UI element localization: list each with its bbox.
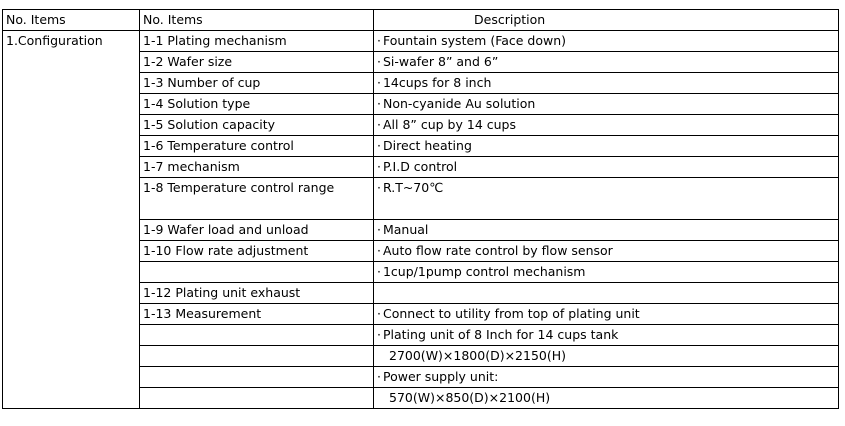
item-cell <box>140 388 374 409</box>
description-cell <box>374 94 839 115</box>
description-text: · P.I.D control <box>377 159 457 174</box>
description-cell <box>374 241 839 262</box>
item-cell: 1-8 Temperature control range <box>140 178 374 220</box>
item-cell <box>140 325 374 346</box>
header-col1: No. Items <box>3 10 140 31</box>
description-text: · Fountain system (Face down) <box>377 33 566 48</box>
section-cell: 1.Configuration <box>3 31 140 409</box>
item-cell: 1-10 Flow rate adjustment <box>140 241 374 262</box>
item-cell: 1-4 Solution type <box>140 94 374 115</box>
item-cell: 1-7 mechanism <box>140 157 374 178</box>
description-text: · Plating unit of 8 Inch for 14 cups tank <box>377 327 618 342</box>
description-cell <box>374 367 839 388</box>
description-cell <box>374 178 839 220</box>
description-cell <box>374 115 839 136</box>
description-cell <box>374 283 839 304</box>
description-cell <box>374 262 839 283</box>
description-text: 570(W)×850(D)×2100(H) <box>389 390 551 405</box>
description-cell <box>374 304 839 325</box>
description-text: · Non-cyanide Au solution <box>377 96 535 111</box>
description-text: · Si-wafer 8” and 6” <box>377 54 498 69</box>
description-cell <box>374 220 839 241</box>
item-cell: 1-6 Temperature control <box>140 136 374 157</box>
header-col2: No. Items <box>140 10 374 31</box>
description-cell <box>374 388 839 409</box>
item-cell: 1-5 Solution capacity <box>140 115 374 136</box>
description-text: · 14cups for 8 inch <box>377 75 491 90</box>
item-cell: 1-2 Wafer size <box>140 52 374 73</box>
description-text: · 1cup/1pump control mechanism <box>377 264 585 279</box>
table-row <box>3 31 839 52</box>
description-cell <box>374 136 839 157</box>
description-text: · Connect to utility from top of plating unit <box>377 306 640 321</box>
description-cell <box>374 52 839 73</box>
description-text: · Auto flow rate control by flow sensor <box>377 243 613 258</box>
table-body <box>3 31 839 409</box>
description-text <box>377 285 389 300</box>
item-cell: 1-1 Plating mechanism <box>140 31 374 52</box>
spec-table <box>2 9 839 409</box>
description-cell <box>374 325 839 346</box>
item-cell: 1-3 Number of cup <box>140 73 374 94</box>
description-cell <box>374 73 839 94</box>
description-cell <box>374 157 839 178</box>
description-text: · Direct heating <box>377 138 472 153</box>
item-cell: 1-9 Wafer load and unload <box>140 220 374 241</box>
description-cell <box>374 31 839 52</box>
header-description: Description <box>374 10 839 31</box>
description-text: · Power supply unit: <box>377 369 498 384</box>
header-row <box>3 10 839 31</box>
description-cell <box>374 346 839 367</box>
item-cell <box>140 262 374 283</box>
description-text: · All 8” cup by 14 cups <box>377 117 516 132</box>
description-text: · Manual <box>377 222 428 237</box>
item-cell: 1-12 Plating unit exhaust <box>140 283 374 304</box>
description-text: · R.T~70℃ <box>377 180 443 195</box>
item-cell <box>140 346 374 367</box>
description-text: 2700(W)×1800(D)×2150(H) <box>389 348 567 363</box>
item-cell: 1-13 Measurement <box>140 304 374 325</box>
item-cell <box>140 367 374 388</box>
